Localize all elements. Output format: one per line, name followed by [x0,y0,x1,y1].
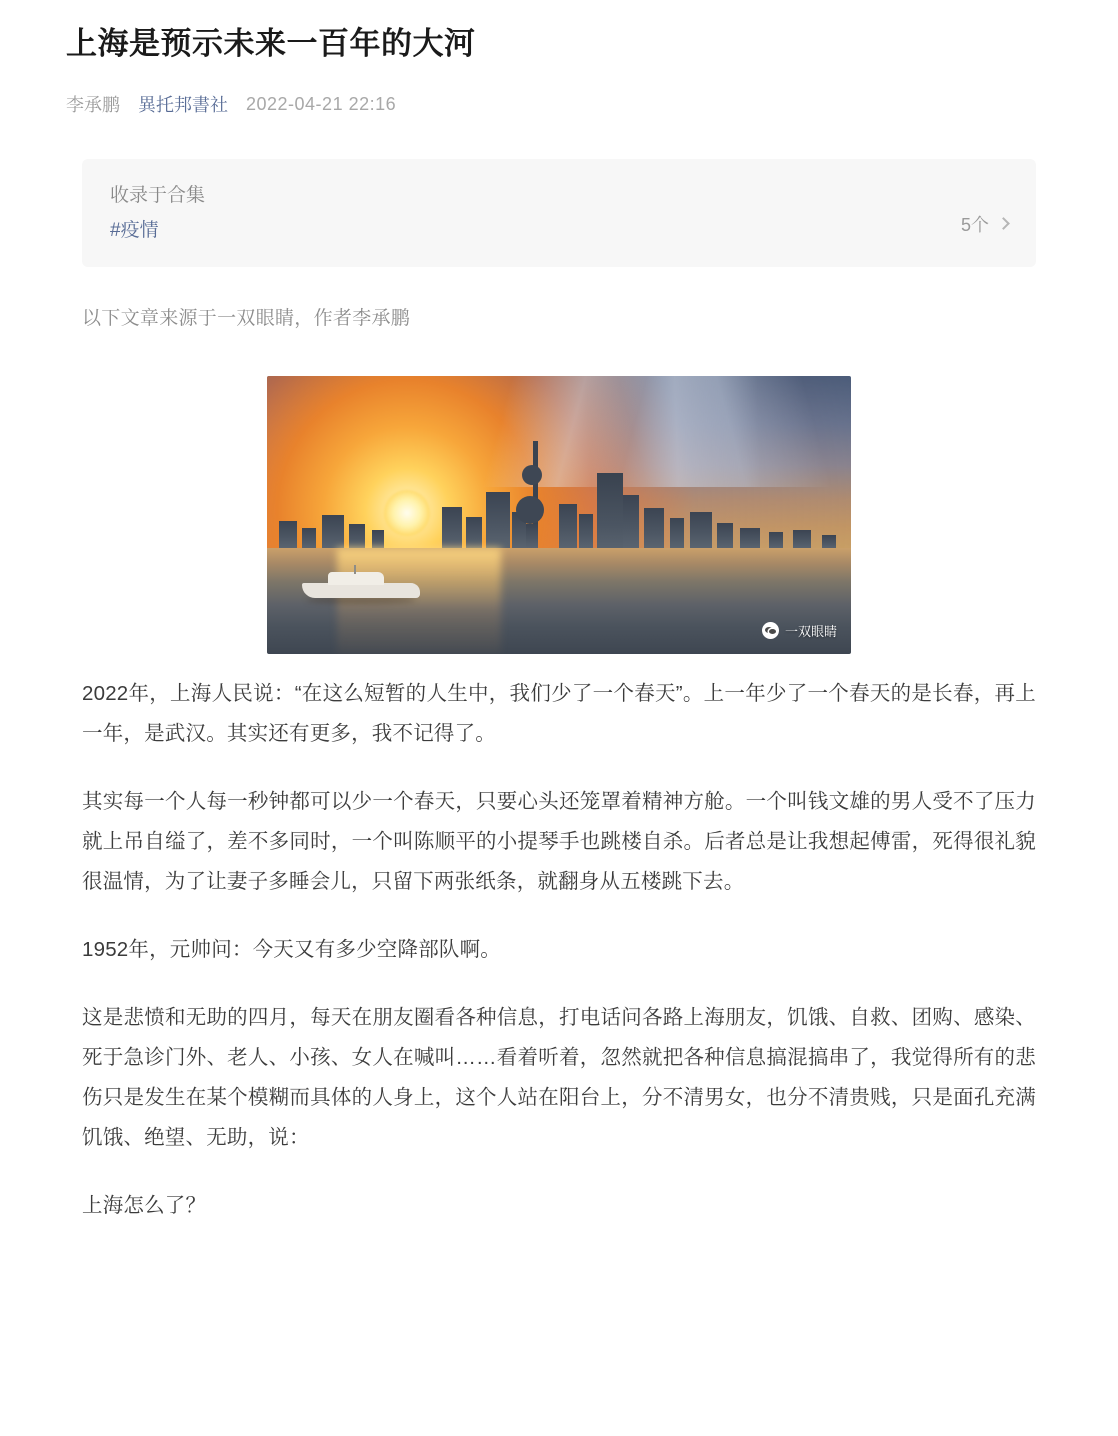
building [769,532,783,548]
paragraph: 1952年，元帅问：今天又有多少空降部队啊。 [82,937,502,961]
article-container [0,22,1118,1226]
pearl-tower-base [526,524,538,548]
building [822,535,836,548]
building [372,530,384,548]
building [466,517,482,549]
building [322,515,344,548]
shanghai-tower [597,473,623,549]
paragraph: 其实每一个人每一秒钟都可以少一个春天，只要心头还笼罩着精神方舱。一个叫钱文雄的男人受不了压力就上吊自缢了，差不多同时，一个叫陈顺平的小提琴手也跳楼自杀。后者总是让我想起傅雷，死得很礼貌很温情，为了让妻子多睡会儿，只留下两张纸条，就翻身从五楼跳下去。 [82,789,1036,893]
collection-count: 5个 [960,215,989,236]
article-hero-image [267,376,851,654]
building [486,492,510,548]
building [579,514,593,548]
boat-hull [302,583,420,598]
publish-date: 2022-04-21 22:16 [246,93,397,114]
account-link[interactable]: 異托邦書社 [138,95,228,116]
collection-label: 收录于合集 [110,185,206,207]
collection-tag-link[interactable]: #疫情 [110,220,159,242]
article-meta [66,91,1052,117]
paragraph: 2022年，上海人民说：“在这么短暂的人生中，我们少了一个春天”。上一年少了一个春天的是长春，再上一年，是武汉。其实还有更多，我不记得了。 [82,681,1036,745]
wechat-icon [762,622,779,639]
building [690,512,712,549]
paragraph: 上海怎么了？ [82,1193,207,1217]
boat-cabin [328,572,384,585]
building [670,518,684,549]
building [717,523,733,549]
skyline-layer [267,426,851,548]
chevron-right-icon [997,218,1010,231]
watermark-label: 一双眼睛 [784,623,837,639]
building [279,521,297,548]
source-note: 以下文章来源于一双眼睛，作者李承鹏 [82,307,411,329]
paragraph: 这是悲愤和无助的四月，每天在朋友圈看各种信息，打电话问各路上海朋友，饥饿、自救、团购、感染、死于急诊门外、老人、小孩、女人在喊叫……看着听着，忽然就把各种信息搞混搞串了，我觉得所有的悲伤只是发生在某个模糊而具体的人身上，这个人站在阳台上，分不清男女，也分不清贵贱，只是面孔充满饥饿、绝望、无助，说： [82,1005,1036,1149]
building [623,495,639,549]
boat-mast [354,565,356,574]
article-body [82,654,1036,1226]
building [349,524,365,548]
collection-info [110,185,205,243]
image-watermark [762,621,837,640]
building [559,504,577,548]
pearl-tower-lower-sphere [516,496,544,524]
building [302,528,316,549]
collection-count-area[interactable] [961,211,1008,237]
pearl-tower-upper-sphere [522,465,542,485]
boat [302,568,420,598]
building [740,528,760,549]
collection-card[interactable] [82,159,1036,267]
page-title: 上海是预示未来一百年的大河 [66,26,476,61]
building [644,508,664,548]
article-page [0,22,1118,1226]
building [793,530,811,548]
author-name: 李承鹏 [66,95,120,116]
building [442,507,462,549]
